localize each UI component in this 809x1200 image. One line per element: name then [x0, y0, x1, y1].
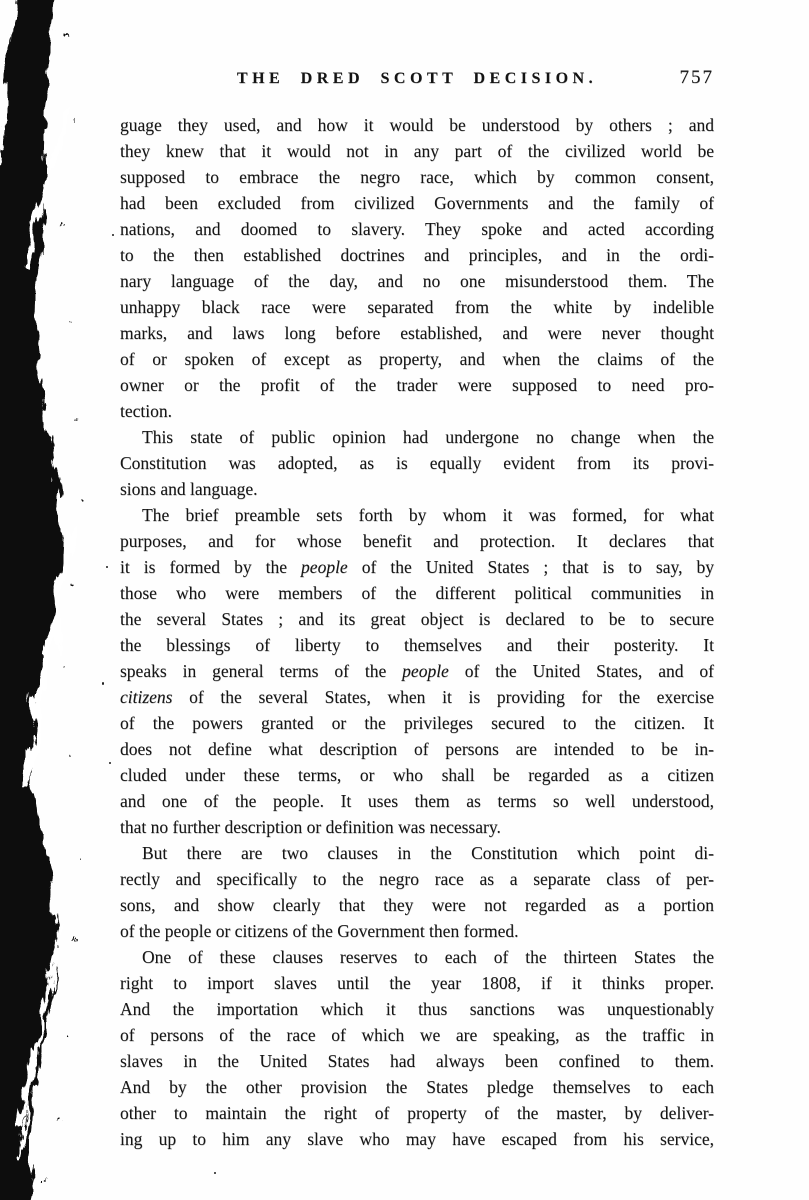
paragraph	[120, 112, 714, 424]
text-line: sions and language.	[120, 479, 258, 499]
text-line: of the people or citizens of the Government then formed.	[120, 921, 519, 941]
running-header	[120, 64, 714, 112]
text-line: But there are two clauses in the Constitution which point di-	[142, 843, 714, 863]
text-line: and one of the people. It uses them as terms so well understood,	[120, 791, 714, 811]
text-line: it is formed by the people of the United States ; that is to say, by	[120, 557, 715, 577]
text-line: tection.	[120, 401, 172, 421]
text-line: supposed to embrace the negro race, which by common consent,	[120, 167, 714, 187]
text-line: The brief preamble sets forth by whom it was formed, for what	[142, 505, 714, 525]
text-line: citizens of the several States, when it is providing for the exercise	[120, 687, 714, 707]
text-line: the several States ; and its great object is declared to be to secure	[120, 609, 714, 629]
text-line: One of these clauses reserves to each of the thirteen States the	[142, 947, 714, 967]
text-line: sons, and show clearly that they were not regarded as a portion	[120, 895, 714, 915]
text-line: does not define what description of persons are intended to be in-	[120, 739, 714, 759]
ink-speck	[109, 762, 111, 764]
text-line: And the importation which it thus sanctions was unquestionably	[120, 999, 714, 1019]
book-binding-shadow	[0, 0, 110, 1200]
ink-speck	[106, 566, 108, 568]
text-line: the blessings of liberty to themselves and their posterity. It	[120, 635, 714, 655]
ink-speck	[112, 234, 114, 236]
text-line: of or spoken of except as property, and when the claims of the	[120, 349, 714, 369]
text-line: nations, and doomed to slavery. They spoke and acted according	[120, 219, 714, 239]
text-line: owner or the profit of the trader were supposed to need pro-	[120, 375, 714, 395]
text-line: This state of public opinion had undergone no change when the	[142, 427, 714, 447]
text-line: rectly and specifically to the negro race as a separate class of per-	[120, 869, 714, 889]
text-line: unhappy black race were separated from the white by indelible	[120, 297, 714, 317]
text-line: to the then established doctrines and principles, and in the ordi-	[120, 245, 714, 265]
text-line: of persons of the race of which we are speaking, as the traffic in	[120, 1025, 714, 1045]
page-body	[120, 112, 714, 1152]
text-line: other to maintain the right of property of the master, by deliver-	[120, 1103, 714, 1123]
paragraph	[120, 502, 714, 840]
text-line: ing up to him any slave who may have escaped from his service,	[120, 1129, 714, 1149]
text-line: of the powers granted or the privileges secured to the citizen. It	[120, 713, 714, 733]
text-line: speaks in general terms of the people of the United States, and of	[120, 661, 714, 681]
text-line: And by the other provision the States pledge themselves to each	[120, 1077, 714, 1097]
page-number: 757	[679, 67, 714, 88]
text-line: Constitution was adopted, as is equally evident from its provi-	[120, 453, 714, 473]
text-line: marks, and laws long before established, and were never thought	[120, 323, 714, 343]
text-line: slaves in the United States had always been confined to them.	[120, 1051, 714, 1071]
paragraph	[120, 840, 714, 944]
ink-speck	[102, 682, 104, 685]
text-line: right to import slaves until the year 1808, if it thinks proper.	[120, 973, 714, 993]
text-line: guage they used, and how it would be understood by others ; and	[120, 115, 714, 135]
text-line: nary language of the day, and no one misunderstood them. The	[120, 271, 714, 291]
paragraph	[120, 944, 714, 1152]
page-content	[120, 64, 714, 1152]
paragraph	[120, 424, 714, 502]
text-line: those who were members of the different political communities in	[120, 583, 714, 603]
page-title: THE DRED SCOTT DECISION.	[236, 70, 598, 87]
text-line: had been excluded from civilized Governments and the family of	[120, 193, 714, 213]
text-line: they knew that it would not in any part of the civilized world be	[120, 141, 714, 161]
text-line: cluded under these terms, or who shall be regarded as a citizen	[120, 765, 714, 785]
text-line: purposes, and for whose benefit and protection. It declares that	[120, 531, 714, 551]
text-line: that no further description or definition was necessary.	[120, 817, 501, 837]
ink-speck	[214, 1172, 216, 1174]
